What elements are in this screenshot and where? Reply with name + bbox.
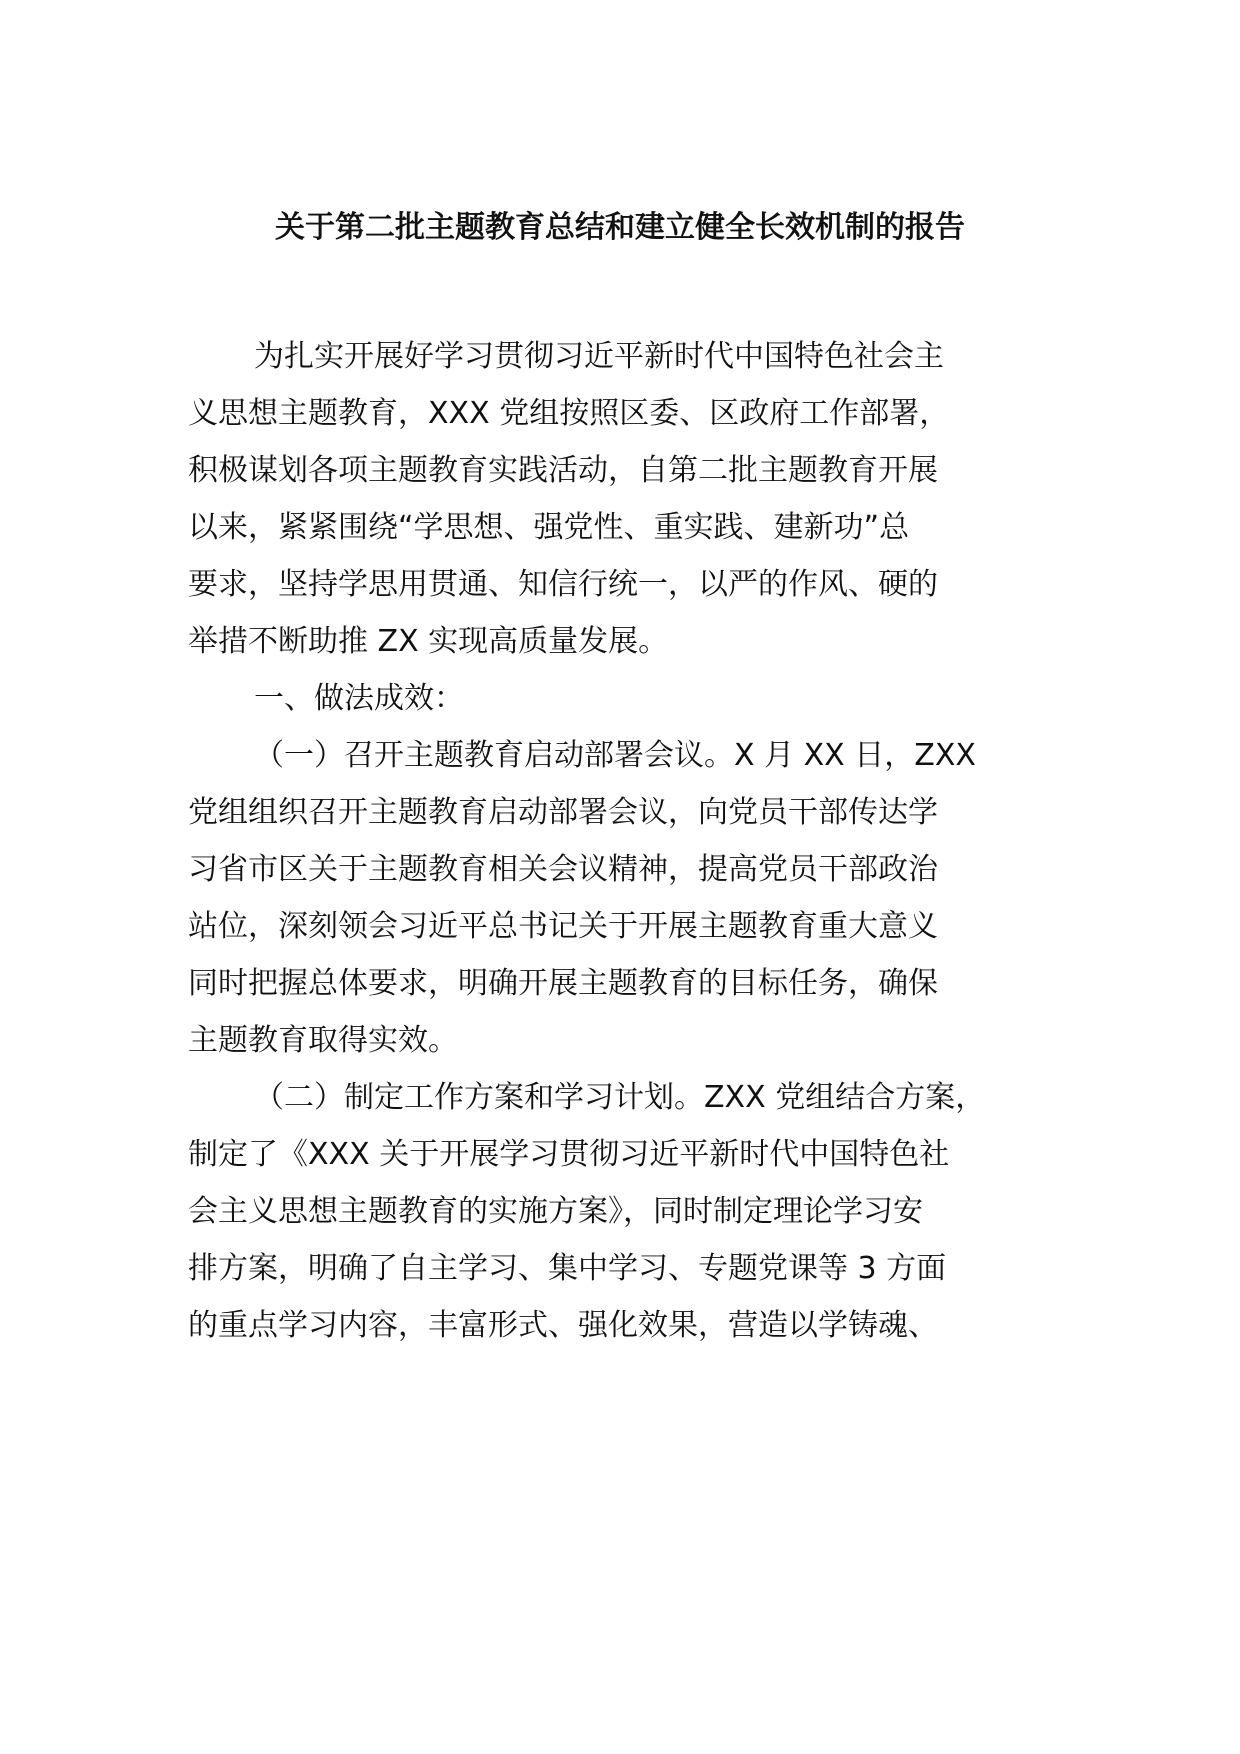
item-2-line-5: 的重点学习内容，丰富形式、强化效果，营造以学铸魂、: [188, 1308, 938, 1343]
item-2-line-3: 会主义思想主题教育的实施方案》，同时制定理论学习安: [188, 1194, 923, 1229]
body-line-5: 要求，坚持学思用贯通、知信行统一，以严的作风、硬的: [188, 567, 938, 602]
section-heading: 一、做法成效：: [254, 681, 464, 716]
body-line-2: 义思想主题教育，XXX 党组按照区委、区政府工作部署，: [188, 396, 950, 431]
document-title: 关于第二批主题教育总结和建立健全长效机制的报告: [275, 210, 965, 245]
body-line-4: 以来，紧紧围绕“学思想、强党性、重实践、建新功”总: [188, 510, 910, 545]
item-1-line-5: 同时把握总体要求，明确开展主题教育的目标任务，确保: [188, 966, 938, 1001]
item-1-line-2: 党组组织召开主题教育启动部署会议，向党员干部传达学: [188, 795, 938, 830]
body-line-1: 为扎实开展好学习贯彻习近平新时代中国特色社会主: [254, 339, 944, 374]
item-2-line-2: 制定了《XXX 关于开展学习贯彻习近平新时代中国特色社: [188, 1137, 950, 1172]
item-1-line-3: 习省市区关于主题教育相关会议精神，提高党员干部政治: [188, 852, 938, 887]
item-1-line-6: 主题教育取得实效。: [188, 1023, 458, 1058]
body-line-6: 举措不断助推 ZX 实现高质量发展。: [188, 624, 669, 659]
item-2-line-4: 排方案，明确了自主学习、集中学习、专题党课等 3 方面: [188, 1251, 947, 1286]
body-line-3: 积极谋划各项主题教育实践活动，自第二批主题教育开展: [188, 453, 938, 488]
item-2-line-1: （二）制定工作方案和学习计划。ZXX 党组结合方案，: [254, 1080, 986, 1115]
item-1-line-1: （一）召开主题教育启动部署会议。X 月 XX 日，ZXX: [254, 738, 976, 773]
item-1-line-4: 站位，深刻领会习近平总书记关于开展主题教育重大意义: [188, 909, 938, 944]
